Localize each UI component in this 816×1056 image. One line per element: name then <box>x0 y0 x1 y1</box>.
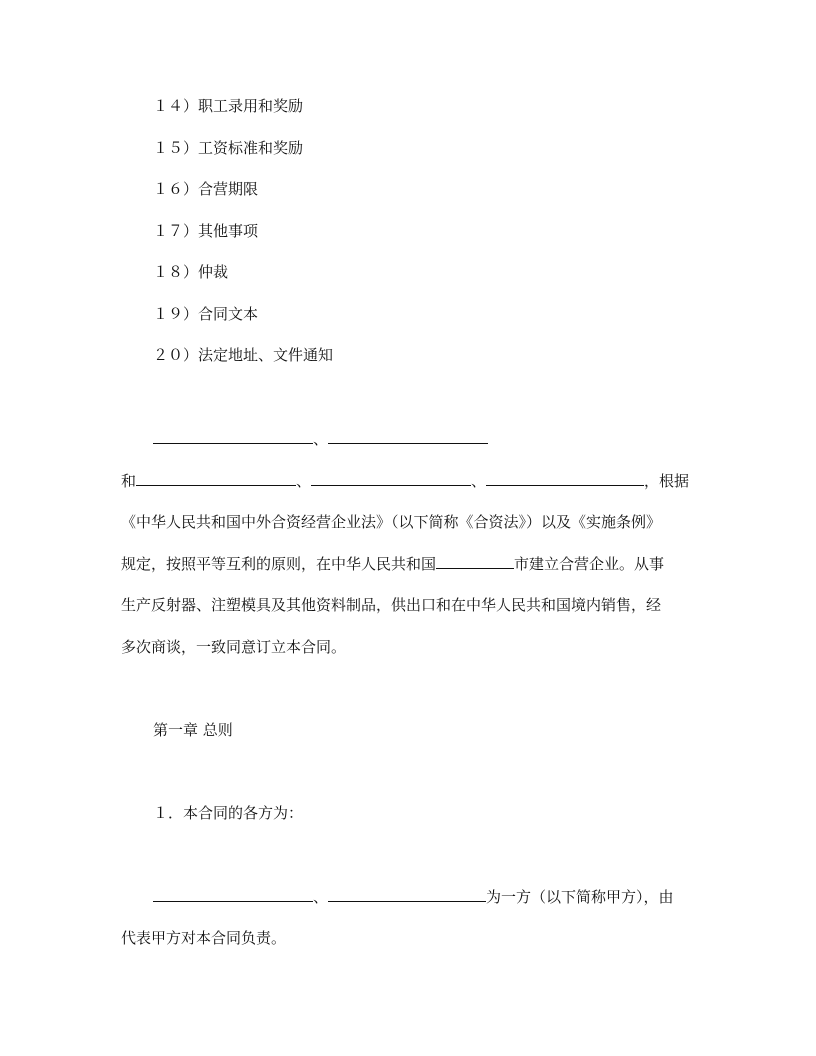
fill-in-blank[interactable] <box>153 886 313 902</box>
preamble-line-4 <box>121 553 664 574</box>
preamble-line-6: 多次商谈，一致同意订立本合同。 <box>121 638 347 656</box>
preamble-line-5: 生产反射器、注塑模具及其他资料制品，供出口和在中华人民共和国境内销售，经 <box>121 596 662 614</box>
fill-in-blank[interactable] <box>328 886 486 902</box>
clause-1: １．本合同的各方为： <box>153 804 304 822</box>
fill-in-blank[interactable] <box>136 470 296 486</box>
party-a-line-2: 代表甲方对本合同负责。 <box>121 929 287 947</box>
preamble-line-2 <box>121 470 689 491</box>
separator: 、 <box>471 472 487 490</box>
fill-in-blank[interactable] <box>328 428 488 444</box>
fill-in-blank[interactable] <box>311 470 471 486</box>
list-item: １５）工资标准和奖励 <box>153 139 304 157</box>
list-item: １６）合营期限 <box>153 180 259 198</box>
separator: 、 <box>296 472 312 490</box>
city-blank[interactable] <box>436 553 514 569</box>
text: 市建立合营企业。从事 <box>514 555 665 573</box>
list-item: ２０）法定地址、文件通知 <box>153 346 334 364</box>
fill-in-blank[interactable] <box>153 428 313 444</box>
list-item: １８）仲裁 <box>153 263 229 281</box>
list-item: １７）其他事项 <box>153 222 259 240</box>
preamble-line-1 <box>153 428 488 449</box>
party-a-line-1 <box>153 886 674 907</box>
genju-text: ，根据 <box>644 472 690 490</box>
fill-in-blank[interactable] <box>486 470 644 486</box>
text: 规定，按照平等互利的原则，在中华人民共和国 <box>121 555 437 573</box>
chapter-title: 第一章 总则 <box>153 721 233 739</box>
list-item: １４）职工录用和奖励 <box>153 97 304 115</box>
conjunction-he: 和 <box>121 472 137 490</box>
list-item: １９）合同文本 <box>153 305 259 323</box>
separator: 、 <box>313 430 329 448</box>
preamble-line-3: 《中华人民共和国中外合资经营企业法》（以下简称《合资法》）以及《实施条例》 <box>121 513 662 531</box>
text: 为一方（以下简称甲方），由 <box>486 888 674 906</box>
separator: 、 <box>313 888 329 906</box>
